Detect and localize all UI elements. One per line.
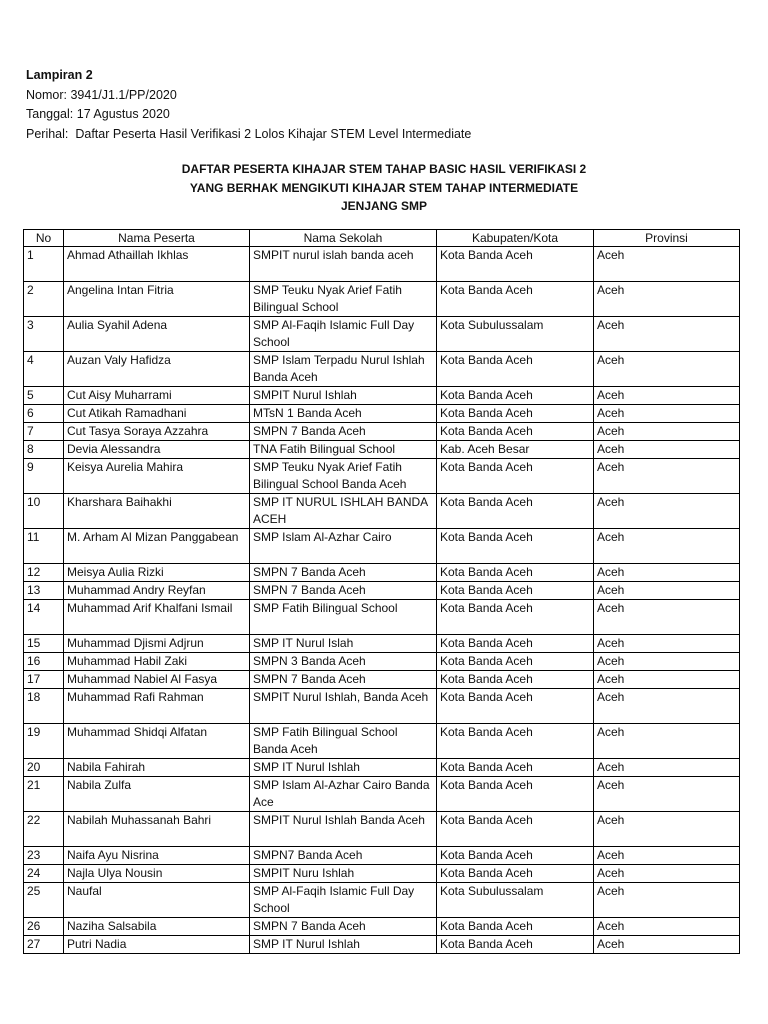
cell-no: 7 (24, 423, 64, 441)
cell-nama-peserta: M. Arham Al Mizan Panggabean (64, 529, 250, 564)
cell-kabupaten-kota: Kota Banda Aceh (437, 459, 594, 494)
cell-no: 20 (24, 759, 64, 777)
cell-no: 4 (24, 352, 64, 387)
header-nama-peserta: Nama Peserta (64, 230, 250, 247)
table-row (24, 423, 740, 441)
cell-provinsi: Aceh (594, 405, 740, 423)
nomor-label: Nomor: (26, 87, 67, 102)
cell-nama-peserta: Nabila Zulfa (64, 777, 250, 812)
table-row (24, 865, 740, 883)
cell-provinsi: Aceh (594, 529, 740, 564)
cell-no: 2 (24, 282, 64, 317)
table-row (24, 405, 740, 423)
table-row (24, 247, 740, 282)
cell-kabupaten-kota: Kota Banda Aceh (437, 529, 594, 564)
cell-nama-peserta: Ahmad Athaillah Ikhlas (64, 247, 250, 282)
table-row (24, 564, 740, 582)
cell-no: 26 (24, 918, 64, 936)
cell-provinsi: Aceh (594, 812, 740, 847)
cell-no: 27 (24, 936, 64, 954)
perihal-label: Perihal: (26, 126, 69, 141)
table-header-row (24, 230, 740, 247)
cell-provinsi: Aceh (594, 653, 740, 671)
cell-nama-sekolah: SMPN7 Banda Aceh (250, 847, 437, 865)
cell-nama-sekolah: SMPN 7 Banda Aceh (250, 564, 437, 582)
cell-no: 24 (24, 865, 64, 883)
cell-nama-peserta: Muhammad Andry Reyfan (64, 582, 250, 600)
cell-provinsi: Aceh (594, 635, 740, 653)
cell-no: 6 (24, 405, 64, 423)
table-row (24, 282, 740, 317)
cell-nama-peserta: Keisya Aurelia Mahira (64, 459, 250, 494)
cell-nama-peserta: Cut Tasya Soraya Azzahra (64, 423, 250, 441)
cell-no: 23 (24, 847, 64, 865)
cell-nama-peserta: Naufal (64, 883, 250, 918)
cell-kabupaten-kota: Kota Banda Aceh (437, 865, 594, 883)
cell-no: 19 (24, 724, 64, 759)
cell-nama-peserta: Putri Nadia (64, 936, 250, 954)
cell-no: 14 (24, 600, 64, 635)
cell-nama-peserta: Muhammad Nabiel Al Fasya (64, 671, 250, 689)
table-row (24, 387, 740, 405)
cell-nama-peserta: Muhammad Shidqi Alfatan (64, 724, 250, 759)
title-line-3: JENJANG SMP (340, 199, 428, 213)
cell-nama-peserta: Cut Atikah Ramadhani (64, 405, 250, 423)
cell-kabupaten-kota: Kota Banda Aceh (437, 405, 594, 423)
table-row (24, 600, 740, 635)
cell-kabupaten-kota: Kota Banda Aceh (437, 777, 594, 812)
cell-kabupaten-kota: Kota Banda Aceh (437, 600, 594, 635)
cell-kabupaten-kota: Kota Banda Aceh (437, 653, 594, 671)
cell-nama-sekolah: SMPN 3 Banda Aceh (250, 653, 437, 671)
cell-nama-sekolah: SMPIT Nurul Ishlah (250, 387, 437, 405)
cell-no: 13 (24, 582, 64, 600)
cell-no: 9 (24, 459, 64, 494)
cell-nama-sekolah: SMPIT Nurul Ishlah, Banda Aceh (250, 689, 437, 724)
table-row (24, 441, 740, 459)
cell-kabupaten-kota: Kota Banda Aceh (437, 282, 594, 317)
table-row (24, 529, 740, 564)
cell-nama-peserta: Najla Ulya Nousin (64, 865, 250, 883)
cell-provinsi: Aceh (594, 582, 740, 600)
nomor-row (26, 86, 471, 106)
cell-kabupaten-kota: Kota Banda Aceh (437, 689, 594, 724)
cell-nama-peserta: Cut Aisy Muharrami (64, 387, 250, 405)
cell-nama-peserta: Devia Alessandra (64, 441, 250, 459)
cell-nama-sekolah: SMPIT Nurul Ishlah Banda Aceh (250, 812, 437, 847)
cell-kabupaten-kota: Kota Banda Aceh (437, 494, 594, 529)
cell-no: 1 (24, 247, 64, 282)
cell-kabupaten-kota: Kota Banda Aceh (437, 423, 594, 441)
tanggal-row (26, 105, 471, 125)
cell-provinsi: Aceh (594, 564, 740, 582)
cell-provinsi: Aceh (594, 387, 740, 405)
cell-nama-sekolah: SMP Islam Al-Azhar Cairo Banda Ace (250, 777, 437, 812)
header-provinsi: Provinsi (594, 230, 740, 247)
cell-kabupaten-kota: Kota Banda Aceh (437, 352, 594, 387)
cell-nama-peserta: Kharshara Baihakhi (64, 494, 250, 529)
cell-kabupaten-kota: Kota Subulussalam (437, 883, 594, 918)
table-row (24, 689, 740, 724)
cell-no: 8 (24, 441, 64, 459)
cell-nama-sekolah: SMP Teuku Nyak Arief Fatih Bilingual School Banda Aceh (250, 459, 437, 494)
cell-provinsi: Aceh (594, 724, 740, 759)
cell-nama-peserta: Meisya Aulia Rizki (64, 564, 250, 582)
cell-no: 25 (24, 883, 64, 918)
cell-nama-sekolah: SMP Fatih Bilingual School (250, 600, 437, 635)
cell-provinsi: Aceh (594, 459, 740, 494)
cell-provinsi: Aceh (594, 423, 740, 441)
cell-no: 17 (24, 671, 64, 689)
cell-nama-sekolah: TNA Fatih Bilingual School (250, 441, 437, 459)
cell-nama-sekolah: SMPIT nurul islah banda aceh (250, 247, 437, 282)
cell-nama-peserta: Naziha Salsabila (64, 918, 250, 936)
cell-provinsi: Aceh (594, 936, 740, 954)
cell-provinsi: Aceh (594, 689, 740, 724)
cell-kabupaten-kota: Kota Banda Aceh (437, 918, 594, 936)
cell-nama-peserta: Nabila Fahirah (64, 759, 250, 777)
cell-nama-peserta: Aulia Syahil Adena (64, 317, 250, 352)
table-row (24, 812, 740, 847)
header-no: No (24, 230, 64, 247)
cell-nama-sekolah: SMP IT Nurul Ishlah (250, 759, 437, 777)
cell-provinsi: Aceh (594, 600, 740, 635)
cell-kabupaten-kota: Kota Banda Aceh (437, 724, 594, 759)
cell-kabupaten-kota: Kota Banda Aceh (437, 759, 594, 777)
cell-kabupaten-kota: Kota Banda Aceh (437, 582, 594, 600)
cell-nama-sekolah: SMP Islam Al-Azhar Cairo (250, 529, 437, 564)
nomor-value: 3941/J1.1/PP/2020 (70, 87, 177, 102)
cell-nama-sekolah: SMP Fatih Bilingual School Banda Aceh (250, 724, 437, 759)
cell-no: 3 (24, 317, 64, 352)
table-row (24, 317, 740, 352)
cell-nama-peserta: Auzan Valy Hafidza (64, 352, 250, 387)
cell-no: 11 (24, 529, 64, 564)
cell-provinsi: Aceh (594, 247, 740, 282)
cell-nama-peserta: Muhammad Djismi Adjrun (64, 635, 250, 653)
table-row (24, 918, 740, 936)
table-row (24, 635, 740, 653)
table-row (24, 759, 740, 777)
header-nama-sekolah: Nama Sekolah (250, 230, 437, 247)
cell-provinsi: Aceh (594, 282, 740, 317)
cell-nama-sekolah: SMP Al-Faqih Islamic Full Day School (250, 883, 437, 918)
table-row (24, 582, 740, 600)
cell-provinsi: Aceh (594, 441, 740, 459)
cell-no: 18 (24, 689, 64, 724)
cell-no: 22 (24, 812, 64, 847)
cell-kabupaten-kota: Kota Banda Aceh (437, 387, 594, 405)
table-row (24, 494, 740, 529)
cell-nama-sekolah: SMPN 7 Banda Aceh (250, 423, 437, 441)
cell-nama-peserta: Muhammad Habil Zaki (64, 653, 250, 671)
cell-kabupaten-kota: Kota Banda Aceh (437, 635, 594, 653)
tanggal-label: Tanggal: (26, 107, 74, 121)
cell-no: 16 (24, 653, 64, 671)
cell-nama-sekolah: SMPIT Nuru Ishlah (250, 865, 437, 883)
table-body (24, 247, 740, 954)
cell-provinsi: Aceh (594, 494, 740, 529)
cell-provinsi: Aceh (594, 883, 740, 918)
table-row (24, 847, 740, 865)
cell-provinsi: Aceh (594, 759, 740, 777)
cell-provinsi: Aceh (594, 671, 740, 689)
table-row (24, 459, 740, 494)
cell-nama-sekolah: SMPN 7 Banda Aceh (250, 582, 437, 600)
lampiran-label: Lampiran 2 (26, 68, 93, 82)
cell-nama-sekolah: SMPN 7 Banda Aceh (250, 671, 437, 689)
cell-nama-peserta: Muhammad Arif Khalfani Ismail (64, 600, 250, 635)
cell-nama-peserta: Angelina Intan Fitria (64, 282, 250, 317)
cell-kabupaten-kota: Kota Banda Aceh (437, 564, 594, 582)
cell-kabupaten-kota: Kota Banda Aceh (437, 671, 594, 689)
cell-provinsi: Aceh (594, 352, 740, 387)
cell-nama-peserta: Naifa Ayu Nisrina (64, 847, 250, 865)
cell-kabupaten-kota: Kota Banda Aceh (437, 247, 594, 282)
table-row (24, 653, 740, 671)
cell-nama-sekolah: MTsN 1 Banda Aceh (250, 405, 437, 423)
cell-nama-sekolah: SMP IT Nurul Islah (250, 635, 437, 653)
participants-table (23, 229, 740, 954)
cell-nama-peserta: Muhammad Rafi Rahman (64, 689, 250, 724)
cell-kabupaten-kota: Kota Subulussalam (437, 317, 594, 352)
table-row (24, 724, 740, 759)
letter-header (26, 66, 471, 144)
cell-nama-peserta: Nabilah Muhassanah Bahri (64, 812, 250, 847)
cell-nama-sekolah: SMPN 7 Banda Aceh (250, 918, 437, 936)
cell-provinsi: Aceh (594, 847, 740, 865)
table-row (24, 883, 740, 918)
cell-no: 5 (24, 387, 64, 405)
title-line-1: DAFTAR PESERTA KIHAJAR STEM TAHAP BASIC HASIL VERIFIKASI 2 (181, 162, 587, 176)
title-line-2: YANG BERHAK MENGIKUTI KIHAJAR STEM TAHAP INTERMEDIATE (189, 180, 579, 195)
table-row (24, 352, 740, 387)
cell-no: 15 (24, 635, 64, 653)
cell-provinsi: Aceh (594, 918, 740, 936)
cell-kabupaten-kota: Kota Banda Aceh (437, 812, 594, 847)
cell-kabupaten-kota: Kota Banda Aceh (437, 936, 594, 954)
table-row (24, 671, 740, 689)
perihal-value: Daftar Peserta Hasil Verifikasi 2 Lolos Kihajar STEM Level Intermediate (75, 126, 472, 141)
table-row (24, 777, 740, 812)
cell-provinsi: Aceh (594, 777, 740, 812)
cell-nama-sekolah: SMP Islam Terpadu Nurul Ishlah Banda Aceh (250, 352, 437, 387)
cell-no: 12 (24, 564, 64, 582)
header-kabupaten-kota: Kabupaten/Kota (437, 230, 594, 247)
cell-provinsi: Aceh (594, 317, 740, 352)
perihal-row (26, 125, 471, 145)
cell-provinsi: Aceh (594, 865, 740, 883)
cell-kabupaten-kota: Kota Banda Aceh (437, 847, 594, 865)
cell-nama-sekolah: SMP IT NURUL ISHLAH BANDA ACEH (250, 494, 437, 529)
cell-nama-sekolah: SMP Al-Faqih Islamic Full Day School (250, 317, 437, 352)
tanggal-value: 17 Agustus 2020 (76, 107, 170, 121)
table-row (24, 936, 740, 954)
document-title (0, 160, 768, 216)
cell-nama-sekolah: SMP IT Nurul Ishlah (250, 936, 437, 954)
cell-kabupaten-kota: Kab. Aceh Besar (437, 441, 594, 459)
cell-no: 21 (24, 777, 64, 812)
cell-nama-sekolah: SMP Teuku Nyak Arief Fatih Bilingual School (250, 282, 437, 317)
cell-no: 10 (24, 494, 64, 529)
